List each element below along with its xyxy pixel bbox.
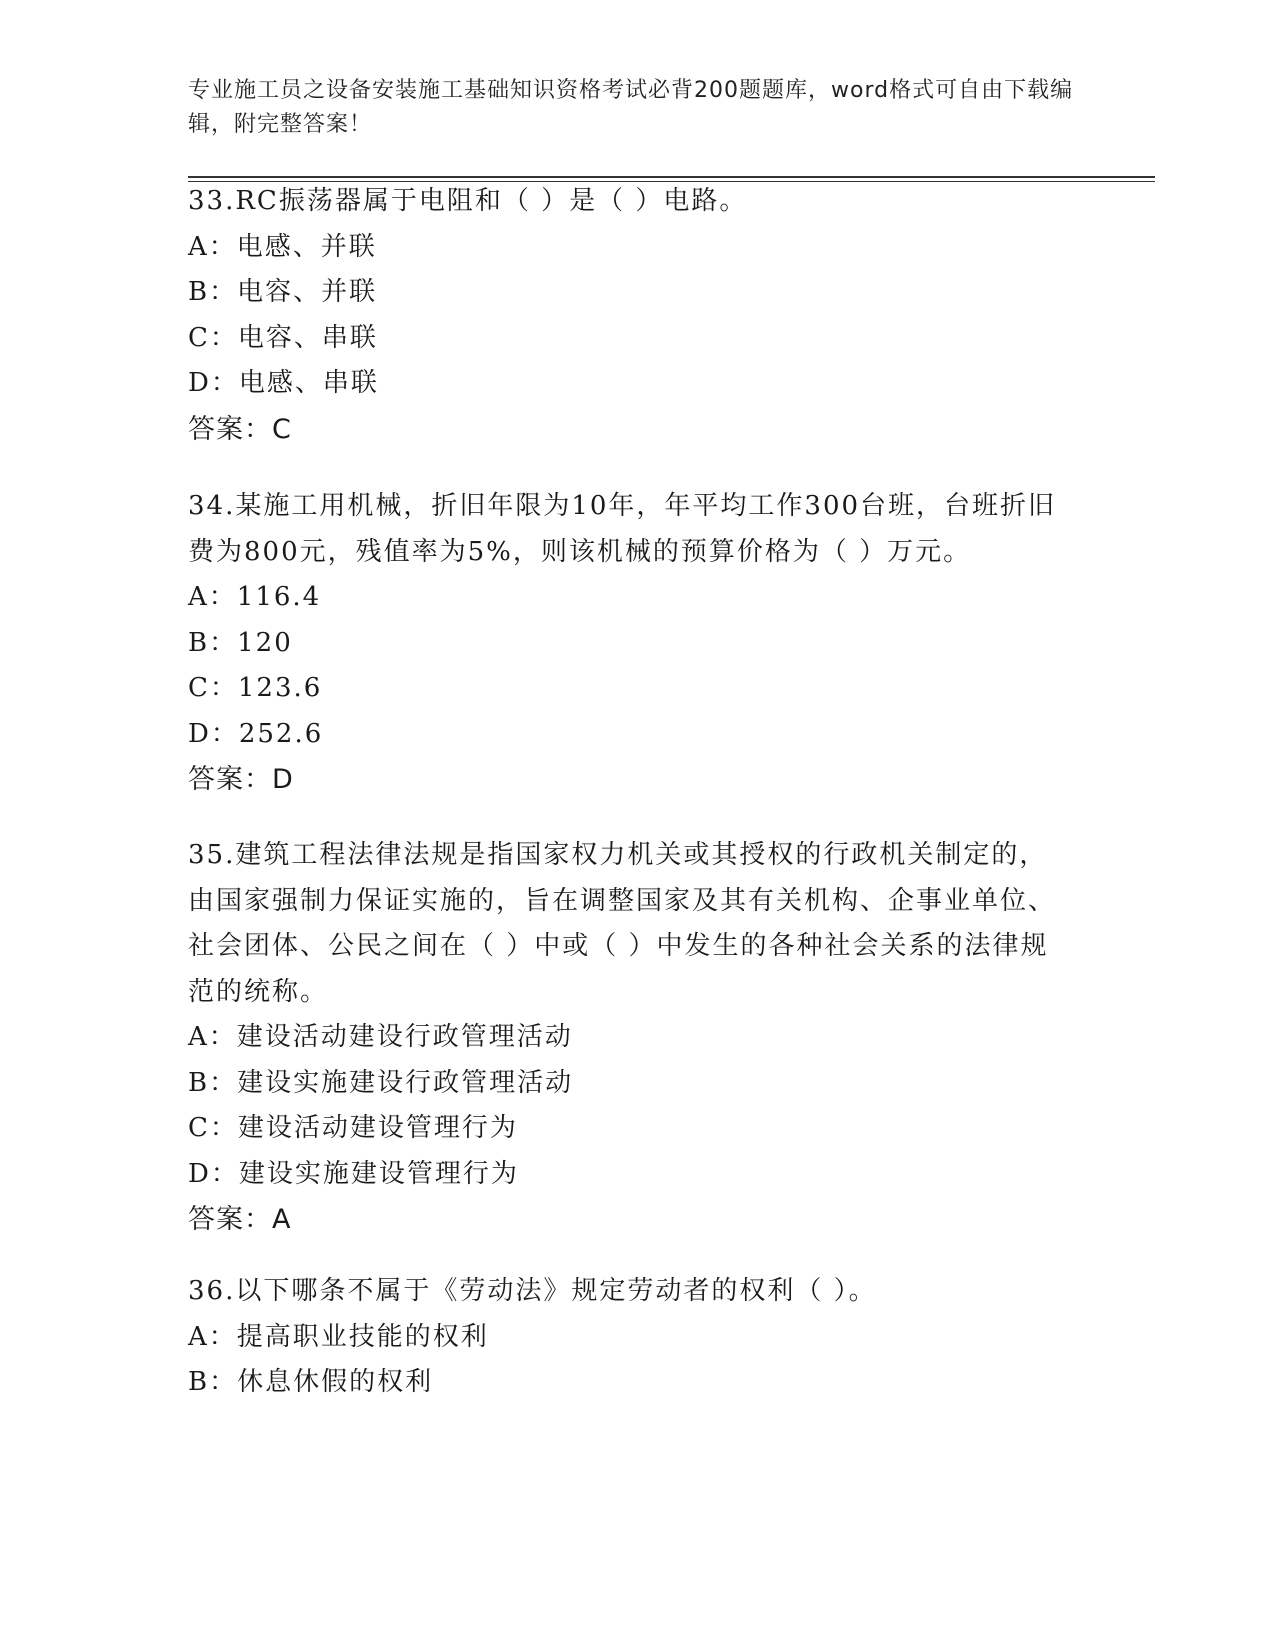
header-divider: [188, 176, 1155, 178]
question-text: 35.建筑工程法律法规是指国家权力机关或其授权的行政机关制定的，由国家强制力保证实施的，旨在调整国家及其有关机构、企事业单位、社会团体、公民之间在（ ）中或（ ）中发生的各种社会关系的法律规范的统称。: [188, 840, 1057, 1007]
answer: 答案：D: [188, 764, 294, 795]
option-b: B：休息休假的权利: [188, 1367, 434, 1397]
option-b: B：电容、并联: [188, 277, 378, 307]
question-33: [188, 179, 1068, 452]
option-c: C：建设活动建设管理行为: [188, 1113, 518, 1143]
question-35: [188, 833, 1068, 1243]
answer: 答案：C: [188, 413, 292, 445]
option-a: A：116.4: [188, 582, 322, 612]
option-d: D：电感、串联: [188, 368, 379, 398]
question-text: 33.RC振荡器属于电阻和（ ）是（ ）电路。: [188, 186, 748, 216]
option-a: A：电感、并联: [188, 231, 377, 262]
option-b: B：建设实施建设行政管理活动: [188, 1067, 574, 1098]
question-34: [188, 484, 1068, 803]
option-c: C：123.6: [188, 673, 323, 703]
answer: 答案：A: [188, 1204, 292, 1235]
option-a: A：提高职业技能的权利: [188, 1321, 489, 1352]
option-c: C：电容、串联: [188, 322, 378, 353]
option-d: D：252.6: [188, 718, 324, 749]
option-a: A：建设活动建设行政管理活动: [188, 1022, 573, 1052]
question-text: 34.某施工用机械，折旧年限为10年，年平均工作300台班，台班折旧费为800元，残值率为5%，则该机械的预算价格为（ ）万元。: [188, 491, 1057, 567]
option-d: D：建设实施建设管理行为: [188, 1158, 519, 1189]
question-36: [188, 1269, 1068, 1406]
question-text: 36.以下哪条不属于《劳动法》规定劳动者的权利（ ）。: [188, 1276, 877, 1306]
document-header: 专业施工员之设备安装施工基础知识资格考试必背200题题库，word格式可自由下载编辑，附完整答案！: [188, 78, 1074, 137]
option-b: B：120: [188, 627, 293, 658]
